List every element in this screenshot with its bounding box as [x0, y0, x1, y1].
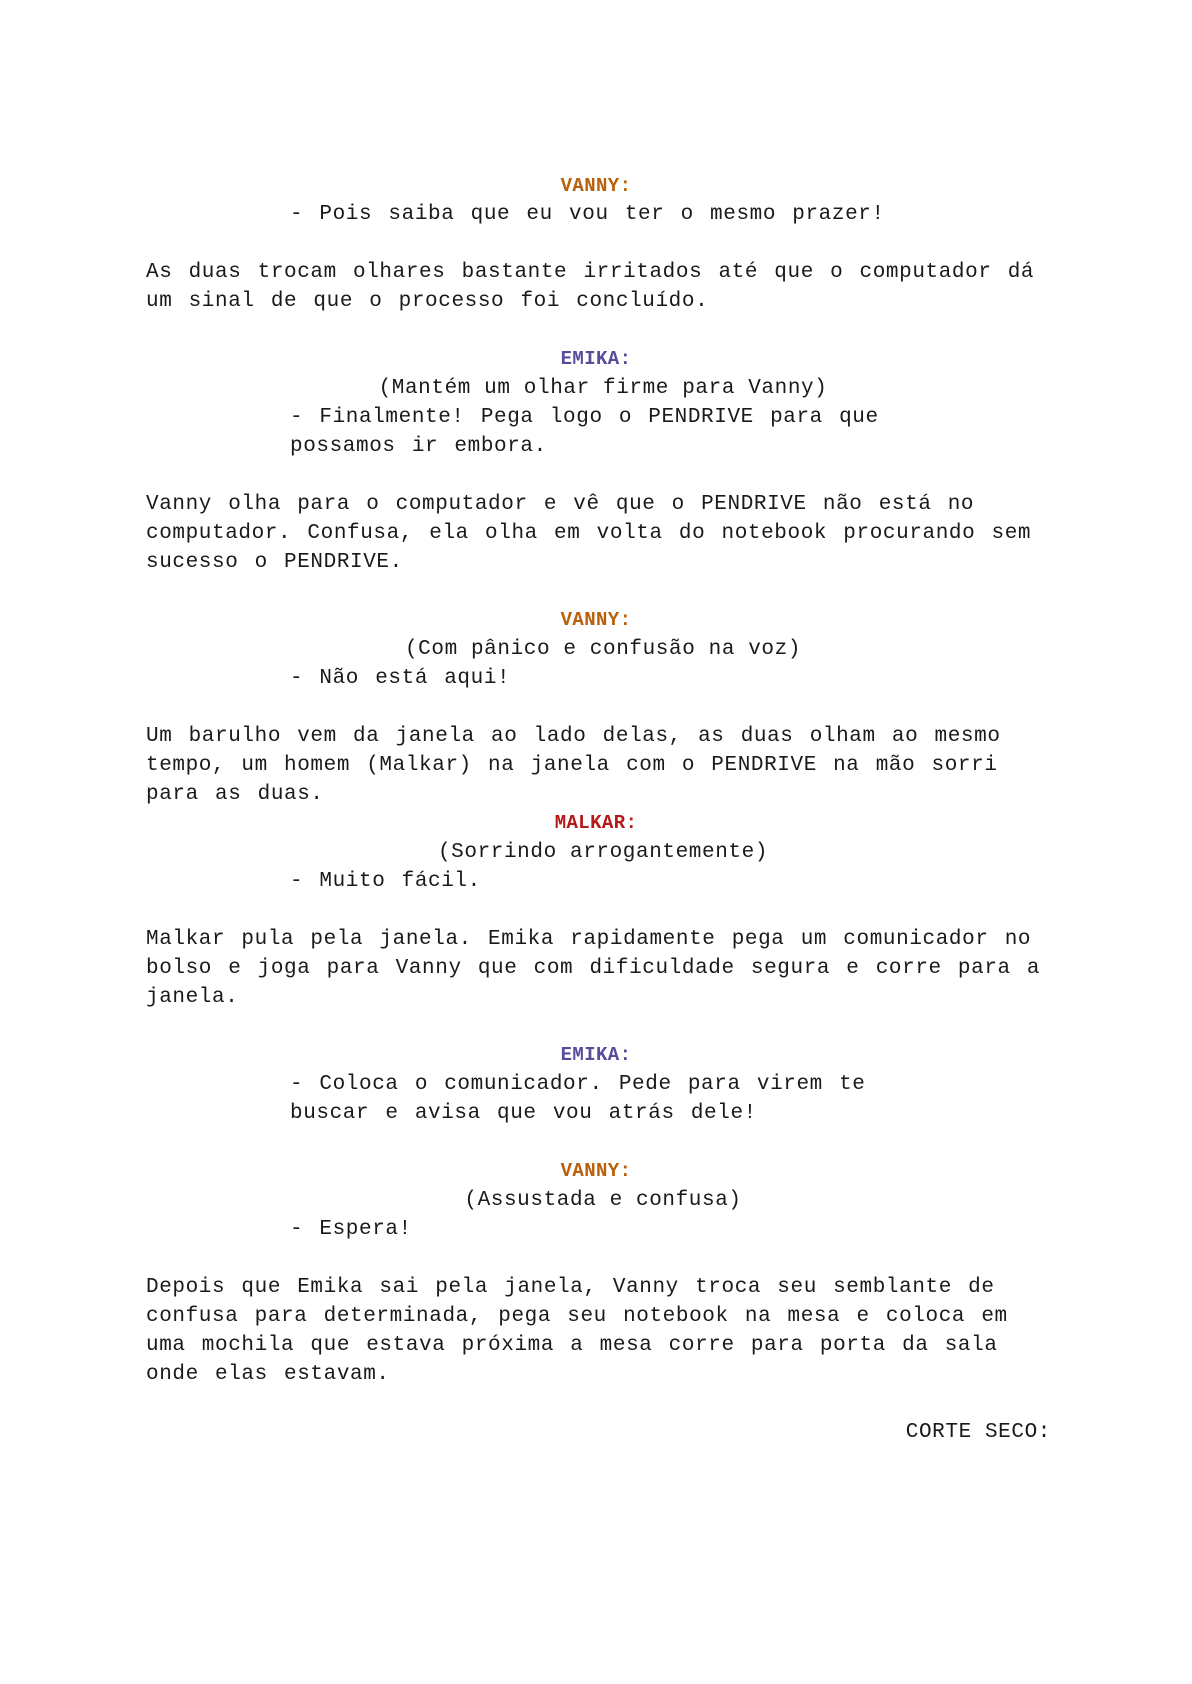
- parenthetical: (Sorrindo arrogantemente): [437, 841, 769, 864]
- dialogue-line: - Não está aqui!: [290, 667, 511, 690]
- dialogue-line: possamos ir embora.: [290, 435, 547, 458]
- action-line: sucesso o PENDRIVE.: [146, 551, 403, 574]
- action-line: uma mochila que estava próxima a mesa corre para porta da sala: [146, 1334, 998, 1357]
- action-line: onde elas estavam.: [146, 1363, 390, 1386]
- character-cue-vanny: VANNY:: [560, 1160, 632, 1182]
- parenthetical: (Com pânico e confusão na voz): [404, 638, 802, 661]
- action-line: Um barulho vem da janela ao lado delas, as duas olham ao mesmo: [146, 725, 1001, 748]
- action-line: para as duas.: [146, 783, 324, 806]
- dialogue-line: - Coloca o comunicador. Pede para virem te: [290, 1073, 866, 1096]
- dialogue-line: - Muito fácil.: [290, 870, 481, 893]
- character-cue-emika: EMIKA:: [560, 348, 632, 370]
- dialogue-line: - Finalmente! Pega logo o PENDRIVE para que: [290, 406, 879, 429]
- character-cue-malkar: MALKAR:: [554, 812, 638, 834]
- action-line: janela.: [146, 986, 239, 1009]
- dialogue-line: buscar e avisa que vou atrás dele!: [290, 1102, 757, 1125]
- dialogue-line: - Espera!: [290, 1218, 412, 1241]
- parenthetical: (Assustada e confusa): [464, 1189, 742, 1212]
- action-line: Vanny olha para o computador e vê que o PENDRIVE não está no: [146, 493, 975, 516]
- character-cue-vanny: VANNY:: [560, 175, 632, 197]
- action-line: Malkar pula pela janela. Emika rapidamente pega um comunicador no: [146, 928, 1032, 951]
- action-line: As duas trocam olhares bastante irritados até que o computador dá: [146, 261, 1035, 284]
- action-line: confusa para determinada, pega seu notebook na mesa e coloca em: [146, 1305, 1008, 1328]
- action-line: bolso e joga para Vanny que com dificuldade segura e corre para a: [146, 957, 1041, 980]
- transition: CORTE SECO:: [905, 1421, 1051, 1444]
- character-cue-vanny: VANNY:: [560, 609, 632, 631]
- character-cue-emika: EMIKA:: [560, 1044, 632, 1066]
- action-line: um sinal de que o processo foi concluído.: [146, 290, 709, 313]
- dialogue-line: - Pois saiba que eu vou ter o mesmo prazer!: [290, 203, 885, 226]
- parenthetical: (Mantém um olhar firme para Vanny): [378, 377, 828, 400]
- action-line: tempo, um homem (Malkar) na janela com o PENDRIVE na mão sorri: [146, 754, 998, 777]
- action-line: Depois que Emika sai pela janela, Vanny troca seu semblante de: [146, 1276, 995, 1299]
- action-line: computador. Confusa, ela olha em volta do notebook procurando sem: [146, 522, 1032, 545]
